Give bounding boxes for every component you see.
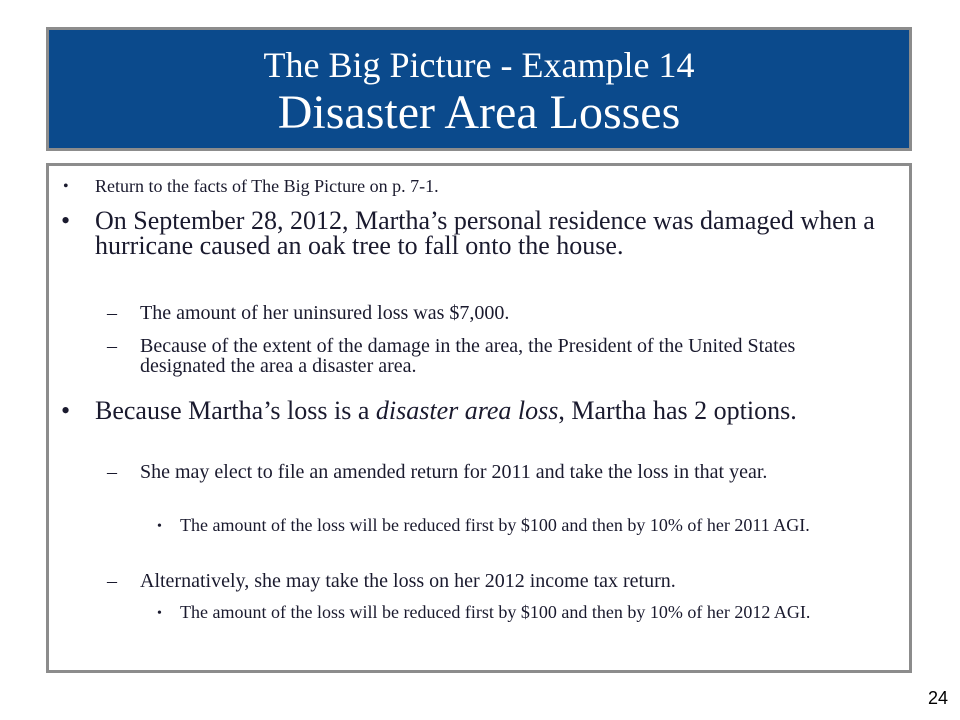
- sub-bullet-uninsured-loss: [107, 303, 870, 323]
- bullet-two-options: [63, 398, 875, 423]
- detail-text: The amount of the loss will be reduced first by $100 and then by 10% of her 2012 AGI.: [180, 602, 811, 622]
- dash-marker: –: [107, 302, 117, 324]
- bullet-text: Return to the facts of The Big Picture on p. 7-1.: [95, 176, 439, 196]
- dash-marker: –: [107, 461, 117, 483]
- bullet-marker: •: [63, 178, 69, 195]
- title-banner: [46, 27, 912, 151]
- detail-text: The amount of the loss will be reduced first by $100 and then by 10% of her 2011 AGI.: [180, 515, 810, 535]
- bullet-marker: •: [61, 396, 71, 425]
- bullet-text: [95, 398, 875, 423]
- dash-marker: –: [107, 570, 117, 592]
- sub-bullet-text: Alternatively, she may take the loss on her 2012 income tax return.: [140, 570, 676, 592]
- bullet-residence-damaged: [63, 208, 875, 258]
- sub-bullet-disaster-designation: [107, 336, 870, 376]
- sub-bullet-text: Because of the extent of the damage in the area, the President of the United States designated the area a disaster area.: [140, 335, 796, 377]
- dash-marker: –: [107, 335, 117, 357]
- text-part: Because Martha’s loss is a: [95, 396, 376, 425]
- bullet-marker: •: [157, 519, 162, 534]
- bullet-marker: •: [157, 606, 162, 621]
- sub-bullet-text: The amount of her uninsured loss was $7,000.: [140, 302, 510, 324]
- sub-bullet-amended-return: [107, 462, 870, 482]
- bullet-text: On September 28, 2012, Martha’s personal residence was damaged when a hurricane caused an oak tree to fall onto the house.: [95, 206, 875, 260]
- sub-bullet-text: She may elect to file an amended return for 2011 and take the loss in that year.: [140, 461, 768, 483]
- bullet-return-to-facts: [63, 176, 885, 197]
- detail-2012-agi: [157, 603, 880, 622]
- slide-title: The Big Picture - Example 14: [263, 45, 695, 85]
- page-number: 24: [927, 688, 948, 708]
- bullet-marker: •: [61, 206, 71, 235]
- text-part: , Martha has 2 options.: [558, 396, 797, 425]
- content-panel: [46, 163, 912, 673]
- emphasis-text: disaster area loss: [375, 396, 559, 425]
- slide-subtitle: Disaster Area Losses: [277, 86, 681, 139]
- detail-2011-agi: [157, 516, 880, 535]
- sub-bullet-2012-return: [107, 571, 870, 591]
